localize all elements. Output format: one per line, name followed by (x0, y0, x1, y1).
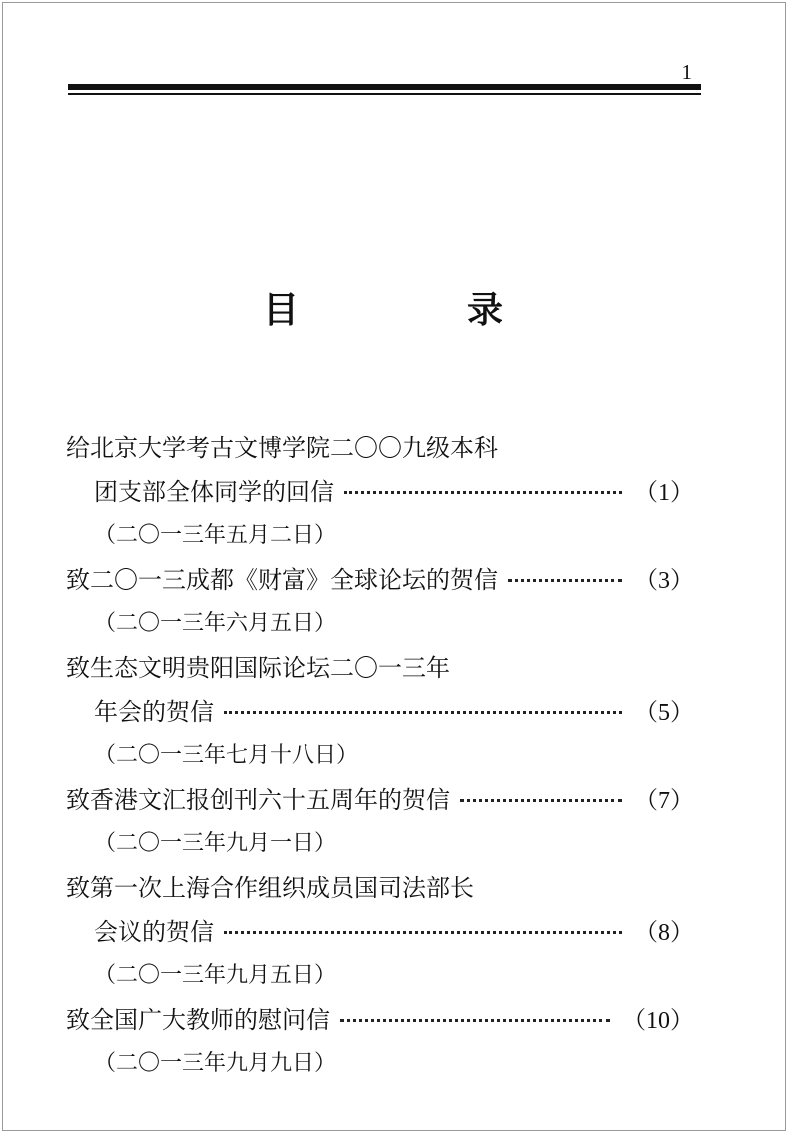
header-rule-thin (68, 93, 701, 95)
toc-page-number: （3） (634, 568, 694, 594)
toc-entry-title: 年会的贺信 (94, 698, 214, 726)
table-of-contents (66, 426, 694, 1086)
dot-leader (224, 711, 622, 714)
toc-entry-title-line: 致生态文明贵阳国际论坛二〇一三年 (66, 654, 450, 682)
dot-leader (340, 1019, 610, 1022)
toc-title: 目 录 (262, 290, 569, 331)
page-number: 1 (681, 60, 692, 84)
toc-entry-row (66, 690, 694, 734)
toc-page-number: （10） (622, 1008, 694, 1034)
toc-page-number: （8） (634, 920, 694, 946)
toc-entry-row (66, 910, 694, 954)
toc-entry-row (66, 998, 694, 1042)
toc-entry-title: 团支部全体同学的回信 (94, 478, 334, 506)
toc-entry-title: 致香港文汇报创刊六十五周年的贺信 (66, 786, 450, 814)
toc-entry-date: （二〇一三年六月五日） (94, 611, 337, 636)
toc-entry-row (66, 778, 694, 822)
dot-leader (224, 931, 622, 934)
toc-entry-row (66, 470, 694, 514)
dot-leader (508, 579, 622, 582)
toc-entry-date: （二〇一三年九月一日） (94, 831, 337, 856)
toc-page-number: （5） (634, 700, 694, 726)
toc-entry-date: （二〇一三年九月五日） (94, 963, 337, 988)
toc-entry-date: （二〇一三年七月十八日） (94, 743, 359, 768)
toc-entry-title: 会议的贺信 (94, 918, 214, 946)
toc-entry-title: 致全国广大教师的慰问信 (66, 1006, 330, 1034)
dot-leader (460, 799, 622, 802)
toc-entry-title-line: 致第一次上海合作组织成员国司法部长 (66, 874, 474, 902)
toc-entry-title: 致二〇一三成都《财富》全球论坛的贺信 (66, 566, 498, 594)
toc-entry-title-line: 给北京大学考古文博学院二〇〇九级本科 (66, 434, 498, 462)
toc-entry-row (66, 558, 694, 602)
toc-entry-date: （二〇一三年五月二日） (94, 523, 337, 548)
header-rule-thick (68, 84, 701, 90)
toc-page-number: （7） (634, 788, 694, 814)
dot-leader (344, 491, 622, 494)
toc-entry-date: （二〇一三年九月九日） (94, 1051, 337, 1076)
toc-page-number: （1） (634, 480, 694, 506)
